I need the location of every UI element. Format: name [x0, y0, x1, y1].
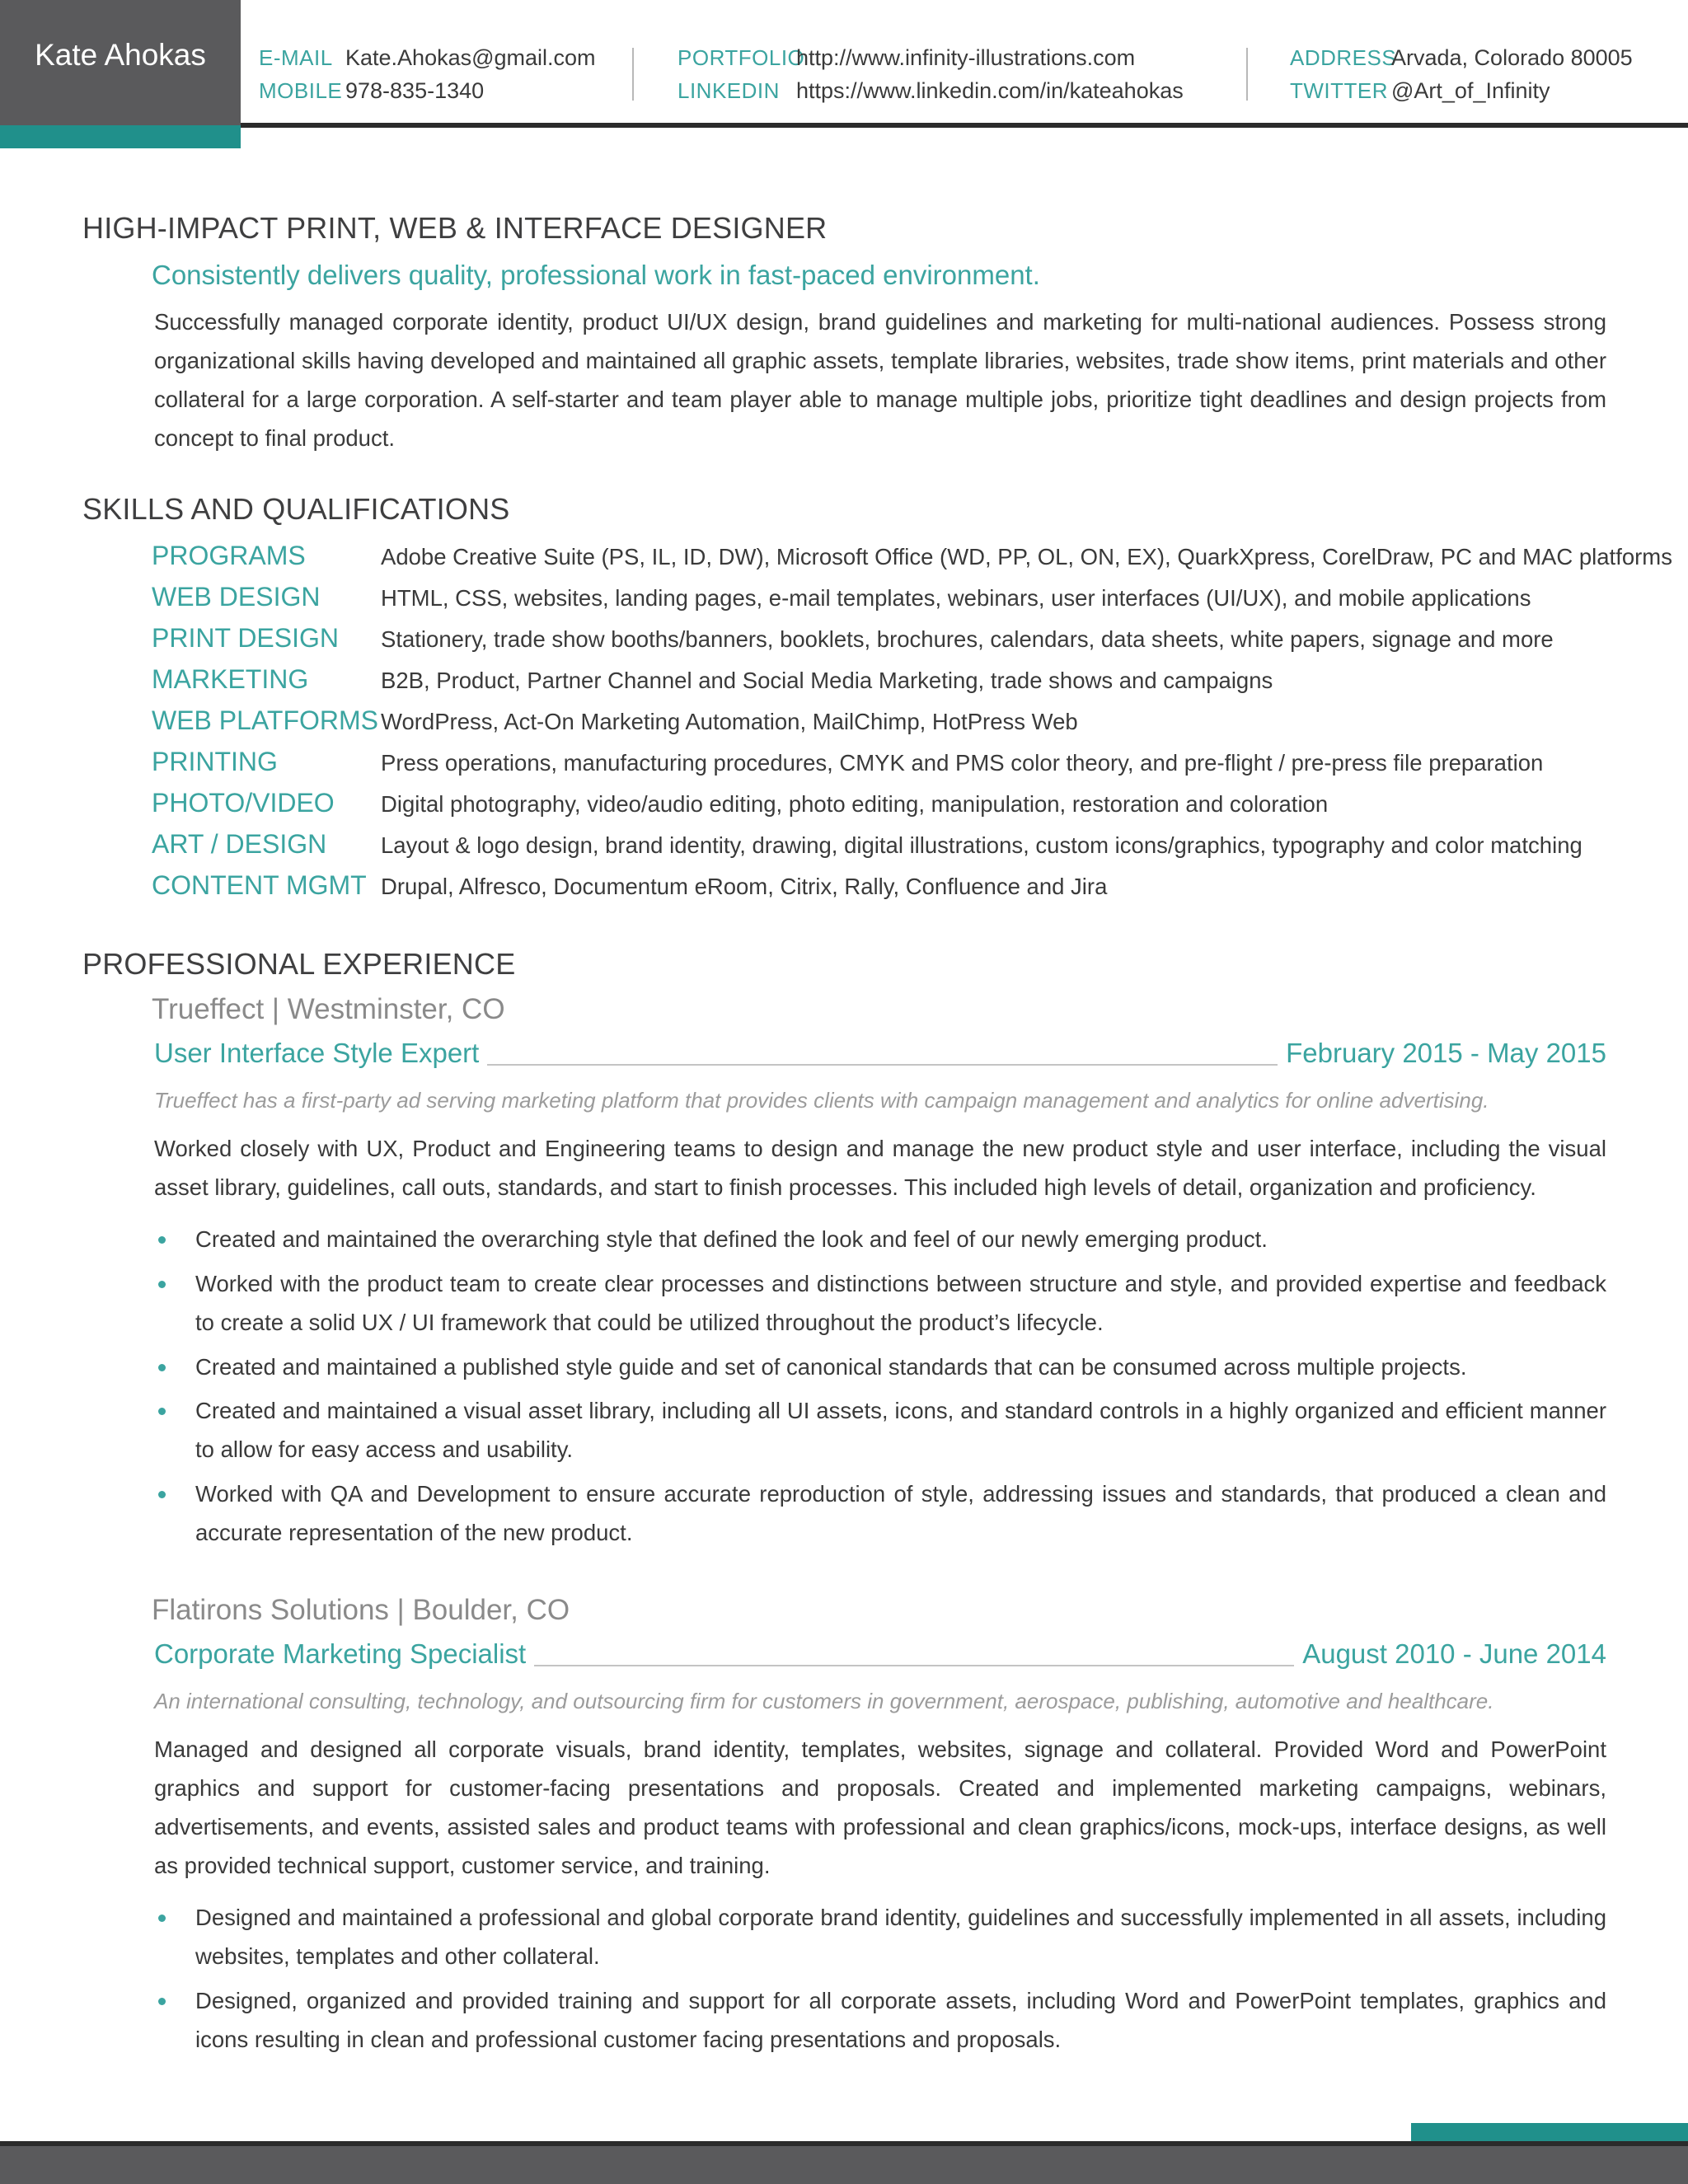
linkedin-link[interactable]: https://www.linkedin.com/in/kateahokas [796, 77, 1184, 103]
job-company: Trueffect | Westminster, CO [152, 993, 505, 1025]
contact-label: PORTFOLIO [678, 45, 805, 70]
job-summary: Managed and designed all corporate visuals, brand identity, templates, websites, signage and collateral. Provided Word and PowerPoint graphics and support for customer-facing presentations and proposals. Created and implemented marketing campaigns, webinars, advertisements, and events, assisted sales and product teams with professional and clean graphics/icons, mock-ups, interface designs, as well as provided technical support, customer service, and training. [154, 1736, 1606, 1878]
contact-group-email-mobile [259, 41, 638, 107]
job-bullet [154, 1347, 1606, 1386]
job-bullet [154, 1898, 1606, 1975]
skill-row [152, 829, 1635, 870]
summary-tagline: Consistently delivers quality, professional work in fast-paced environment. [152, 260, 1040, 290]
contact-label: ADDRESS [1290, 45, 1397, 70]
bullet-text: Worked with QA and Development to ensure accurate reproduction of style, addressing issues and standards, that produced a clean and accurate representation of the new product. [195, 1481, 1606, 1545]
address-text: Arvada, Colorado 80005 [1391, 45, 1633, 70]
name-block [0, 0, 241, 125]
skill-label: PHOTO/VIDEO [152, 788, 335, 818]
skill-row [152, 664, 1635, 705]
job-role: User Interface Style Expert [154, 1038, 487, 1069]
summary-title: HIGH-IMPACT PRINT, WEB & INTERFACE DESIGNER [82, 211, 828, 245]
job-role-row [154, 1038, 1606, 1074]
bullet-text: Designed, organized and provided training and support for all corporate assets, including Word and PowerPoint templates, graphics and icons resulting in clean and professional customer facing presentations and proposals. [195, 1988, 1606, 2052]
skill-value: WordPress, Act-On Marketing Automation, MailChimp, HotPress Web [381, 709, 1078, 734]
bullet-dot-icon [158, 1998, 166, 2005]
job-bullet [154, 1981, 1606, 2059]
accent-bar-footer [1411, 2123, 1688, 2143]
contact-divider [1246, 48, 1248, 101]
bullet-dot-icon [158, 1915, 166, 1922]
skill-row [152, 705, 1635, 747]
bullet-text: Worked with the product team to create clear processes and distinctions between structure and style, and provided expertise and feedback to create a solid UX / UI framework that could be utilized throughout the product’s lifecycle. [195, 1271, 1606, 1335]
skill-value: Layout & logo design, brand identity, drawing, digital illustrations, custom icons/graphics, typography and color matching [381, 832, 1582, 858]
job-role: Corporate Marketing Specialist [154, 1638, 534, 1670]
contact-label: LINKEDIN [678, 77, 780, 103]
skill-label: WEB DESIGN [152, 582, 321, 612]
job-company: Flatirons Solutions | Boulder, CO [152, 1594, 570, 1626]
email-link[interactable]: Kate.Ahokas@gmail.com [345, 45, 596, 70]
bullet-text: Created and maintained a visual asset library, including all UI assets, icons, and standard controls in a highly organized and efficient manner to allow for easy access and usability. [195, 1398, 1606, 1462]
summary-text: Successfully managed corporate identity, product UI/UX design, brand guidelines and marketing for multi-national audiences. Possess strong organizational skills having developed and maintained all graphic assets, template libraries, websites, trade show items, print materials and other collateral for a large corporation. A self-starter and team player able to manage multiple jobs, prioritize tight deadlines and design projects from concept to final product. [154, 309, 1606, 451]
contact-label: MOBILE [259, 77, 343, 103]
job-bullet [154, 1264, 1606, 1342]
job-role-row [154, 1638, 1606, 1675]
skill-value: Digital photography, video/audio editing, photo editing, manipulation, restoration and coloration [381, 791, 1329, 817]
skill-row [152, 582, 1635, 623]
bullet-dot-icon [158, 1364, 166, 1371]
contact-portfolio [678, 41, 1254, 74]
skill-label: PROGRAMS [152, 541, 306, 570]
skill-row [152, 747, 1635, 788]
job-dates: February 2015 - May 2015 [1278, 1038, 1606, 1069]
contact-label: E-MAIL [259, 45, 333, 70]
role-rule [447, 1064, 1310, 1066]
role-rule [485, 1665, 1306, 1666]
phone-link[interactable]: 978-835-1340 [345, 77, 485, 103]
skill-label: CONTENT MGMT [152, 870, 367, 900]
bullet-dot-icon [158, 1491, 166, 1498]
footer-band [0, 2146, 1688, 2184]
bullet-dot-icon [158, 1281, 166, 1288]
contact-address [1290, 41, 1677, 74]
bullet-text: Created and maintained the overarching style that defined the look and feel of our newly emerging product. [195, 1226, 1268, 1252]
contact-mobile [259, 74, 638, 107]
bullet-text: Designed and maintained a professional and global corporate brand identity, guidelines and successfully implemented in all assets, including websites, templates and other collateral. [195, 1905, 1606, 1969]
skill-value: Adobe Creative Suite (PS, IL, ID, DW), Microsoft Office (WD, PP, OL, ON, EX), QuarkXpress, CorelDraw, PC and MAC platforms [381, 544, 1672, 569]
contact-twitter [1290, 74, 1677, 107]
contact-linkedin [678, 74, 1254, 107]
accent-bar-header [0, 125, 241, 148]
skill-label: PRINTING [152, 747, 278, 776]
skill-value: HTML, CSS, websites, landing pages, e-mail templates, webinars, user interfaces (UI/UX), and mobile applications [381, 585, 1531, 611]
header-rule [241, 123, 1688, 128]
job-bullet [154, 1474, 1606, 1552]
job-bullet [154, 1391, 1606, 1469]
candidate-name: Kate Ahokas [35, 38, 206, 72]
contact-divider [632, 48, 634, 101]
experience-title: PROFESSIONAL EXPERIENCE [82, 947, 516, 981]
bullet-text: Created and maintained a published style guide and set of canonical standards that can be consumed across multiple projects. [195, 1354, 1467, 1380]
skill-value: B2B, Product, Partner Channel and Social Media Marketing, trade shows and campaigns [381, 668, 1273, 693]
twitter-link[interactable]: @Art_of_Infinity [1391, 77, 1550, 103]
bullet-dot-icon [158, 1236, 166, 1244]
skill-label: MARKETING [152, 664, 309, 694]
skill-label: ART / DESIGN [152, 829, 327, 859]
skill-value: Drupal, Alfresco, Documentum eRoom, Citrix, Rally, Confluence and Jira [381, 874, 1108, 899]
skill-row [152, 788, 1635, 829]
portfolio-link[interactable]: http://www.infinity-illustrations.com [796, 45, 1136, 70]
job-dates: August 2010 - June 2014 [1294, 1638, 1606, 1670]
skill-value: Press operations, manufacturing procedures, CMYK and PMS color theory, and pre-flight / pre-press file preparation [381, 750, 1544, 776]
contact-email [259, 41, 638, 74]
contact-group-address-twitter [1290, 41, 1677, 107]
skill-value: Stationery, trade show booths/banners, booklets, brochures, calendars, data sheets, white papers, signage and more [381, 626, 1554, 652]
skills-title: SKILLS AND QUALIFICATIONS [82, 492, 510, 526]
skill-row [152, 541, 1672, 582]
job-summary: Worked closely with UX, Product and Engineering teams to design and manage the new product style and user interface, including the visual asset library, guidelines, call outs, standards, and start to finish processes. This included high levels of detail, organization and proficiency. [154, 1136, 1606, 1200]
skill-label: PRINT DESIGN [152, 623, 339, 653]
skill-row [152, 623, 1635, 664]
skill-row [152, 870, 1635, 912]
bullet-dot-icon [158, 1408, 166, 1415]
skill-label: WEB PLATFORMS [152, 705, 378, 735]
company-description: An international consulting, technology, and outsourcing firm for customers in government, aerospace, publishing, automotive and healthcare. [154, 1689, 1494, 1713]
job-bullet [154, 1220, 1606, 1258]
contact-label: TWITTER [1290, 77, 1389, 103]
contact-group-portfolio-linkedin [678, 41, 1254, 107]
company-description: Trueffect has a first-party ad serving marketing platform that provides clients with campaign management and analytics for online advertising. [154, 1088, 1489, 1113]
